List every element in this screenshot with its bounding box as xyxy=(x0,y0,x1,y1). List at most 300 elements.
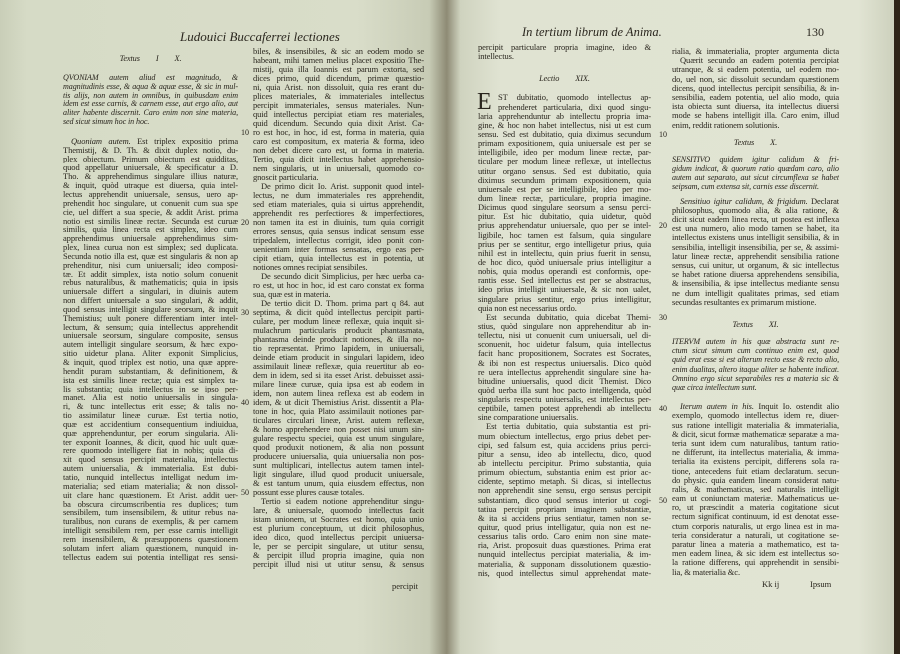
text-line xyxy=(478,312,667,322)
line-number: 10 xyxy=(659,129,667,139)
line-text xyxy=(63,393,238,402)
text-line xyxy=(672,411,839,420)
text-line xyxy=(672,558,839,567)
line-text xyxy=(672,337,839,346)
line-body: sensu. Sed est dubitatio, quia diximus secundum xyxy=(478,129,651,139)
text-line xyxy=(63,314,238,323)
line-body: tæ. Et addit simplex, ista notio solum conuenit xyxy=(63,269,238,279)
text-line xyxy=(672,448,839,457)
text-line xyxy=(672,121,839,130)
line-text xyxy=(253,155,424,164)
text-line xyxy=(63,74,238,83)
line-text xyxy=(478,541,651,550)
line-body: istam unionem, ut Socrates est homo, quia unio xyxy=(253,515,424,524)
line-text xyxy=(672,549,839,558)
line-body: possunt esse plures causæ totales. xyxy=(253,488,365,497)
line-body: substantiam, dico quod sensus interior ut cogi- xyxy=(478,495,651,505)
line-text xyxy=(672,56,839,65)
line-body: ligibile, hoc tamen est falsum, quia singulare xyxy=(478,230,651,240)
text-line xyxy=(672,233,839,242)
text-line xyxy=(478,267,651,276)
text-line xyxy=(63,553,238,562)
text-line xyxy=(478,523,651,532)
line-body: ceptibile, tamen potest apprehendi ab intellectu xyxy=(478,404,651,414)
line-text xyxy=(253,182,424,191)
line-body: ista est similis lineæ rectæ; quia est simplex ta- xyxy=(63,375,238,385)
line-body: nihil est in intellectu, quin prius fuerit in sensu, xyxy=(478,248,651,258)
spacer xyxy=(672,329,839,337)
line-text xyxy=(478,468,651,477)
section-heading xyxy=(672,138,839,147)
text-line xyxy=(253,425,424,434)
line-text xyxy=(478,231,651,240)
line-body: lare, & uniuersale, quomodo intellectus facit xyxy=(253,506,424,515)
line-text xyxy=(253,443,424,452)
text-line xyxy=(478,203,651,212)
line-body: & percipit illud propria imagine, quia non xyxy=(253,551,424,560)
line-body: Themistij, & D. Th. & dixit duplex notio, du- xyxy=(63,145,238,155)
line-body: & dicit, sicut formæ mathematicæ separatæ a ma- xyxy=(672,429,839,439)
line-text xyxy=(478,240,651,249)
line-text xyxy=(63,100,238,109)
line-body: non tamen ita est in diuinis, tum quia corrigit xyxy=(253,218,424,227)
text-line xyxy=(672,164,839,173)
line-text xyxy=(478,477,651,486)
text-line xyxy=(672,173,839,182)
text-line xyxy=(478,231,651,240)
line-body: non apprehendit sine sensu, ergo sensus percipit xyxy=(478,486,651,496)
section-heading xyxy=(672,320,839,329)
text-line xyxy=(478,322,651,331)
text-line xyxy=(63,305,238,314)
line-text xyxy=(63,217,238,226)
text-line xyxy=(672,355,839,364)
line-body: do physic. quia eandem lineam considerat natu- xyxy=(672,475,839,485)
line-body: tellectu, nisi ut conuenit cum uniuersali, uel di- xyxy=(478,331,651,341)
text-line xyxy=(478,295,651,304)
line-text xyxy=(478,404,651,413)
line-body: lis substantia; quia intellectus in se ipso per- xyxy=(63,384,238,394)
line-body: uit clare hanc quæstionem. Et Arist. addit uer- xyxy=(63,490,238,500)
line-text xyxy=(672,383,839,392)
line-text xyxy=(253,173,424,182)
text-line xyxy=(478,468,651,477)
text-line xyxy=(478,495,667,505)
line-text xyxy=(63,340,238,349)
line-body: tis alijs, non autem in omnibus, in quibusdam enim xyxy=(63,91,238,100)
text-line xyxy=(672,252,839,261)
text-line xyxy=(63,544,238,553)
text-line xyxy=(672,476,839,485)
spacer xyxy=(63,64,238,74)
line-body: tellectus eadem sui potentia intelligat res sensi- xyxy=(63,552,238,562)
text-line xyxy=(478,240,651,249)
line-text xyxy=(672,121,839,130)
text-line xyxy=(63,199,238,208)
line-body: prius per se sentitur, ergo intelligetur prius, quia xyxy=(478,239,651,249)
left-page-column-1 xyxy=(63,55,238,561)
text-line xyxy=(241,218,424,227)
line-body: cidente, septimo metaph. Si dicas, si intellectus xyxy=(478,477,651,487)
line-body: lectum, & sensum; quia intellectus apprehendit xyxy=(63,322,238,332)
line-body: Est triplex expositio prima xyxy=(130,136,238,146)
line-text xyxy=(63,83,238,92)
line-text xyxy=(253,425,424,434)
line-text xyxy=(63,553,238,562)
line-body: dum lineæ rectæ, particulare, propria imagine. xyxy=(478,193,651,203)
text-line xyxy=(63,367,238,376)
text-line xyxy=(478,404,667,414)
line-text xyxy=(672,355,839,364)
text-line xyxy=(478,194,651,203)
line-body: notio est similis lineæ rectæ. Secunda est curuæ xyxy=(63,216,238,226)
text-line xyxy=(478,377,651,386)
line-text xyxy=(63,252,238,261)
text-line xyxy=(672,279,839,288)
line-text xyxy=(672,138,839,147)
line-text xyxy=(63,411,238,420)
text-line xyxy=(253,83,424,92)
line-body: SENSITIVO quidem igitur calidum & fri- xyxy=(672,154,839,164)
line-text xyxy=(478,285,651,294)
text-line xyxy=(253,389,424,398)
text-line xyxy=(478,285,651,294)
line-body: gnoscit particularia. xyxy=(253,173,319,182)
text-line xyxy=(63,358,238,367)
line-body: intelligibile, ideo per modum lineæ rectæ, par- xyxy=(478,148,651,158)
line-text xyxy=(478,459,651,468)
text-line xyxy=(253,182,424,191)
text-line xyxy=(672,224,839,233)
left-page-column-2 xyxy=(241,47,424,569)
page-number: 130 xyxy=(806,25,824,39)
text-line xyxy=(253,560,424,569)
line-text xyxy=(63,376,238,385)
text-line xyxy=(63,446,238,455)
line-text xyxy=(478,505,651,514)
line-body: lia, & materialia &c. xyxy=(672,567,740,577)
line-body: rialia, & immaterialia, propter argumenta dicta xyxy=(672,47,839,56)
line-body: tio repræsentat. Primo lapidem, in uniuersali, xyxy=(253,344,424,353)
text-line xyxy=(63,420,238,429)
text-line xyxy=(253,236,424,245)
line-text xyxy=(253,137,424,146)
catchword-left: percipit xyxy=(392,581,418,591)
line-body: enim dualitas, altero itaque aliter se habente indicat. xyxy=(672,364,839,374)
text-line xyxy=(672,197,839,206)
text-line xyxy=(478,43,651,52)
text-line xyxy=(672,337,839,346)
line-body: quid erat esse si est alterum recto esse & recto alio, xyxy=(672,355,839,365)
line-text xyxy=(63,438,238,447)
line-text xyxy=(253,101,424,110)
text-line xyxy=(672,243,839,252)
line-body: dicit sicut eadem linea recta, ut postea est inflexa xyxy=(672,215,839,224)
line-text xyxy=(253,470,424,479)
line-body: ne differunt, ita intellectus materialia, & imma- xyxy=(672,448,839,458)
text-line xyxy=(478,185,651,194)
line-text xyxy=(253,245,424,254)
line-body: autem uniuersalia, & immaterialia. Est dubi- xyxy=(63,464,238,473)
line-body: pitur a sensu, ideo ab intellectu, dico, quod xyxy=(478,449,651,459)
line-body: tione, antecedens fuit etiam declaratum. secun- xyxy=(672,466,839,476)
text-line xyxy=(253,92,424,101)
line-number: 30 xyxy=(241,308,249,317)
line-text xyxy=(672,252,839,261)
text-line xyxy=(63,349,238,358)
text-line xyxy=(63,455,238,464)
line-text xyxy=(672,531,839,540)
text-line xyxy=(63,402,238,411)
line-text xyxy=(253,209,424,218)
line-body: sensibilia, intelligit insensibilia, per se, & assimi- xyxy=(672,242,839,252)
line-text xyxy=(253,533,424,542)
line-text xyxy=(63,92,238,101)
line-body: men eadem linea, & sic idem est intellectus so- xyxy=(672,549,839,559)
line-text xyxy=(63,270,238,279)
text-line xyxy=(478,459,651,468)
text-line xyxy=(63,118,238,127)
text-line xyxy=(478,331,651,340)
line-body: ne dum intelligit qualitates primas, sed etiam xyxy=(672,288,839,298)
text-line xyxy=(63,109,238,118)
line-text xyxy=(672,476,839,485)
line-text xyxy=(478,377,651,386)
line-body: primum obiectum, substantia enim est prior ac- xyxy=(478,468,651,478)
line-body: prius apprehendatur uniuersale, quo per se intel- xyxy=(478,221,651,231)
line-text xyxy=(63,446,238,455)
text-line xyxy=(253,470,424,479)
line-body: facit hanc propositionem, Socrates est Socrates, xyxy=(478,349,651,359)
text-line xyxy=(63,508,238,517)
line-text xyxy=(672,522,839,531)
text-line xyxy=(253,380,424,389)
text-line xyxy=(253,335,424,344)
line-text xyxy=(478,93,651,102)
line-text xyxy=(672,346,839,355)
line-body: le, per se percipit singulare, ut utitur sensu, xyxy=(253,542,424,551)
line-text xyxy=(63,314,238,323)
line-body: ralis, & mathematicus, sed naturalis intelligit xyxy=(672,484,839,494)
line-text xyxy=(63,190,238,199)
line-body: teria sunt idem cum naturalibus, tantum ratio- xyxy=(672,438,839,448)
line-number: 30 xyxy=(659,312,667,322)
text-line xyxy=(478,422,651,431)
spacer xyxy=(672,147,839,155)
text-line xyxy=(63,190,238,199)
text-line xyxy=(253,344,424,353)
text-line xyxy=(253,362,424,371)
line-text xyxy=(253,272,424,281)
line-text xyxy=(63,473,238,482)
text-line xyxy=(478,560,651,569)
line-body: uniuersale seorsum, singulare composite, sensus xyxy=(63,331,238,341)
line-body: xit quod sensus percipit materialia, intellectus xyxy=(63,455,238,465)
line-text xyxy=(672,279,839,288)
text-line xyxy=(672,65,839,74)
line-text xyxy=(478,486,651,495)
line-body: percipit particulare propria imagine, ideo & xyxy=(478,43,651,52)
line-body: dem in idem, sed si ita esset Arist. debuisset assi- xyxy=(253,371,424,380)
line-body: ba obscura circumscribentia res duplices; tum xyxy=(63,499,238,509)
line-body: laria apprehenduntur ab intellectu propria ima- xyxy=(478,111,651,121)
line-body: rem insensibilem, & præsupponens quæstionem xyxy=(63,534,238,544)
line-text xyxy=(478,368,651,377)
line-body: sed etiam materiales, quia si uirtus apprehendit, xyxy=(253,200,424,209)
text-line xyxy=(253,263,424,272)
text-line xyxy=(253,245,424,254)
line-number: 50 xyxy=(659,495,667,505)
spacer xyxy=(478,83,651,93)
text-line xyxy=(478,550,651,559)
text-line xyxy=(253,317,424,326)
line-body: Lectio XIX. xyxy=(539,74,590,84)
text-line xyxy=(253,227,424,236)
line-number: 20 xyxy=(659,221,667,231)
line-body: autem intelligit singulare seorsum, & hæc expo- xyxy=(63,340,238,350)
text-line xyxy=(63,376,238,385)
text-line xyxy=(63,181,238,190)
line-body: est una numero, alio modo tamen se habet, ita xyxy=(672,224,839,234)
text-line xyxy=(672,102,839,111)
line-text xyxy=(63,155,238,164)
line-text xyxy=(672,558,839,567)
line-text xyxy=(672,467,839,476)
line-body: plex, linea curua non est simplex; sed duplicata. xyxy=(63,243,238,252)
text-line xyxy=(672,215,839,224)
line-body: de hoc dico, quòd uniuersale prius intelligitur a xyxy=(478,257,651,267)
line-body: idem, & ut dicit Themistius Arist. dissentit a Pla- xyxy=(253,398,424,407)
line-text xyxy=(672,75,839,84)
text-line xyxy=(672,84,839,93)
text-line xyxy=(478,505,651,514)
line-number: 40 xyxy=(241,398,249,407)
line-text xyxy=(672,430,839,439)
line-body: septima, & dicit quòd intellectus percipit parti- xyxy=(253,308,424,317)
line-body: quitur, quod prius intelligatur, quia non est ne- xyxy=(478,523,651,533)
text-line xyxy=(478,386,651,395)
line-body: la ratione differens, qui apprehendit in sensibi- xyxy=(672,558,839,568)
spacer xyxy=(672,392,839,402)
text-line xyxy=(63,331,238,340)
line-body: lectus, ne dum immateriales res apprehendit, xyxy=(253,191,424,200)
line-text xyxy=(63,535,238,544)
text-line xyxy=(478,249,651,258)
line-body: pitur. Est hic dubitatio, quia uidetur, quòd xyxy=(478,212,651,222)
line-text xyxy=(63,455,238,464)
line-body: est plurium conceptuum, ut dicit philosophus, xyxy=(253,524,424,533)
text-line xyxy=(241,488,424,497)
text-line xyxy=(63,278,238,287)
line-text xyxy=(253,128,424,137)
line-text xyxy=(253,371,424,380)
line-text xyxy=(253,47,424,56)
text-line xyxy=(63,491,238,500)
line-body: singularis respectu uniuersalis, est intellectus per- xyxy=(478,395,651,405)
text-line xyxy=(241,308,424,317)
text-line xyxy=(478,157,651,166)
line-body: gulare respectu speciei, quia est unum singulare, xyxy=(253,434,424,443)
text-line xyxy=(478,167,651,176)
line-text xyxy=(672,111,839,120)
text-line xyxy=(672,93,839,102)
line-body: cipi, sed falsum est, quia accidens prius perci- xyxy=(478,440,651,450)
text-line xyxy=(672,512,839,521)
text-line xyxy=(478,340,651,349)
line-text xyxy=(253,461,424,470)
text-line xyxy=(478,532,651,541)
line-body: prehenderet particularia, dixi quod singu- xyxy=(498,102,651,112)
line-body: prehenditur, nisi cum uniuersali; ideo composi- xyxy=(63,260,238,270)
text-line xyxy=(672,75,839,84)
text-line xyxy=(253,299,424,308)
line-text xyxy=(63,331,238,340)
line-body: diximus secundum primam expositionem, quia xyxy=(478,175,651,185)
line-text xyxy=(253,254,424,263)
line-text xyxy=(478,43,651,52)
line-text xyxy=(63,172,238,181)
line-body: do, uel non, sic dissoluit secundam quæstionem xyxy=(672,74,839,84)
line-text xyxy=(672,485,839,494)
line-body: culare, per modum lineæ reflexæ, quia inquit si- xyxy=(253,317,424,326)
line-body: sus ratione intelligit materialia & immaterialia, xyxy=(672,420,839,430)
line-text xyxy=(63,544,238,553)
text-line xyxy=(672,522,839,531)
line-body: Secunda notio illa est, quæ est singularis & non ap xyxy=(63,251,238,261)
text-line xyxy=(253,56,424,65)
line-body: apprehendit res perfectiores & imperfectiores, xyxy=(253,209,424,218)
text-line xyxy=(672,531,839,540)
line-text xyxy=(672,457,839,466)
line-body: quod produxit notionem, & alia non possunt xyxy=(253,443,424,452)
line-body: ro est hoc, in hoc, id est, forma in materia, quia xyxy=(253,128,424,137)
text-line xyxy=(253,101,424,110)
text-line xyxy=(672,346,839,355)
line-text xyxy=(63,517,238,526)
line-body: ctum sicut simum cum continuo enim est, quod xyxy=(672,346,839,356)
line-body: intellectus existens unus intelligit sensibilia, & in xyxy=(672,233,839,243)
line-text xyxy=(672,270,839,279)
line-text xyxy=(672,365,839,374)
line-body: ideo prius intelligit uniuersale, & sic non ualet, xyxy=(478,285,651,295)
line-text xyxy=(478,157,651,166)
text-line xyxy=(253,173,424,182)
line-body: rebus naturalibus, & mathematicis; quia in ipsis xyxy=(63,278,238,288)
line-body: Inquit Io. ostendit alio xyxy=(753,402,839,412)
line-body: ideo dico, quod intellectus percipit uniuersa- xyxy=(253,533,424,542)
line-body: Themistius; uult ponere differentiam inter intel- xyxy=(63,313,238,323)
text-line xyxy=(672,155,839,164)
line-body: solutam infert aliam quæstionem, nunquid in- xyxy=(63,543,238,553)
line-number: 50 xyxy=(241,488,249,497)
text-line xyxy=(63,323,238,332)
line-number: 10 xyxy=(241,128,249,137)
line-text xyxy=(253,497,424,506)
line-body: uenientiam inter formas sensatas, ergo eas per- xyxy=(253,245,424,254)
text-line xyxy=(253,533,424,542)
line-text xyxy=(478,322,651,331)
line-body: Est secunda dubitatio, quia dicebat Themi- xyxy=(486,312,651,322)
line-text xyxy=(253,200,424,209)
line-body: biles, & insensibiles, & sic an eodem modo se xyxy=(253,47,424,56)
line-text xyxy=(478,203,651,212)
text-line xyxy=(63,137,238,146)
line-text xyxy=(672,215,839,224)
line-body: tatio, nunquid intellectus intelligat nedum im- xyxy=(63,472,238,482)
line-text xyxy=(478,523,651,532)
text-line xyxy=(672,494,839,503)
right-page-column-1 xyxy=(477,43,667,578)
